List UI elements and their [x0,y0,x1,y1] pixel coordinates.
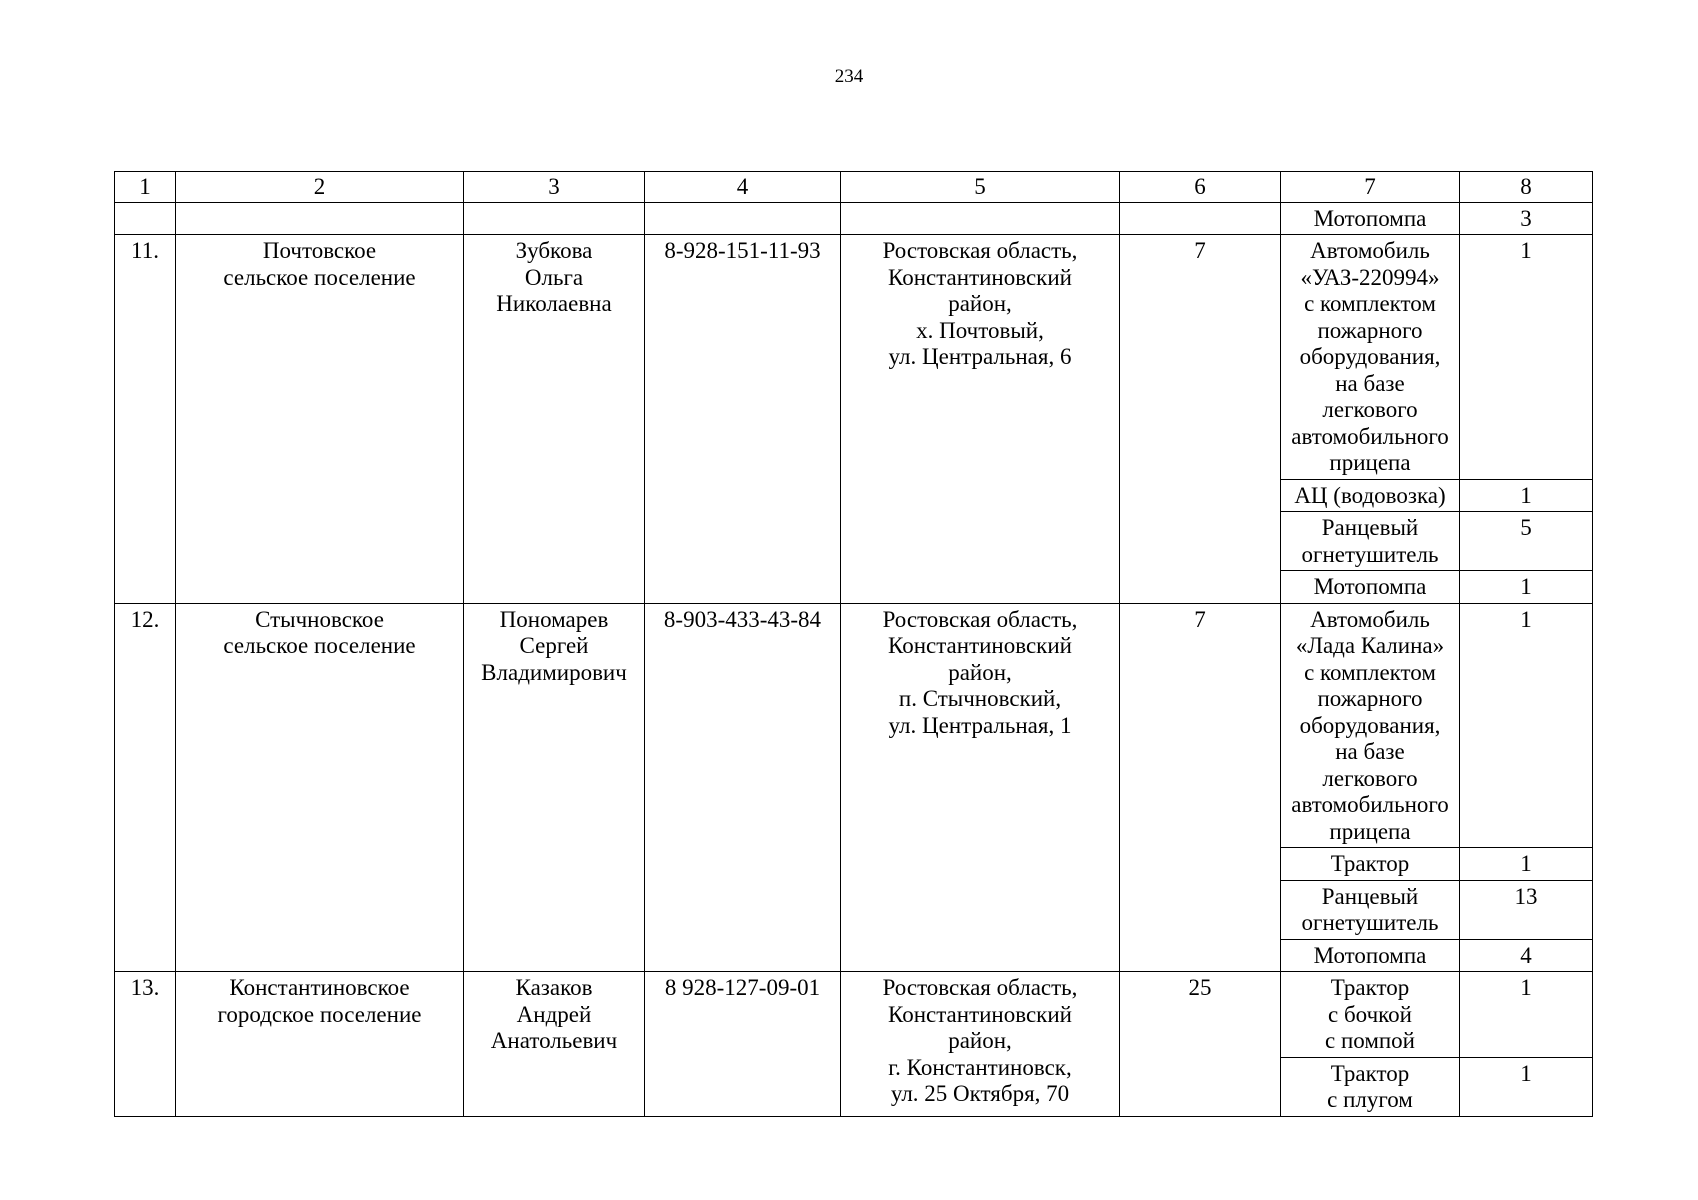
empty-cell [645,202,841,235]
column-number: 8 [1460,172,1593,203]
equipment-name: Трактор с бочкой с помпой [1281,972,1460,1058]
table-row [115,235,1593,480]
empty-cell [115,202,176,235]
equipment-table [114,171,1593,1117]
empty-cell [841,202,1120,235]
equipment-quantity: 1 [1460,479,1593,512]
column-number: 7 [1281,172,1460,203]
head-name: Пономарев Сергей Владимирович [464,603,645,972]
equipment-quantity: 1 [1460,571,1593,604]
settlement-name: Константиновское городское поселение [176,972,464,1117]
empty-cell [176,202,464,235]
table-row [115,972,1593,1058]
people-count: 25 [1120,972,1281,1117]
empty-cell [464,202,645,235]
equipment-name: Мотопомпа [1281,571,1460,604]
phone-number: 8-903-433-43-84 [645,603,841,972]
people-count: 7 [1120,603,1281,972]
column-number: 3 [464,172,645,203]
equipment-name: Трактор с плугом [1281,1057,1460,1116]
equipment-name: Трактор [1281,848,1460,881]
address: Ростовская область, Константиновский район, п. Стычновский, ул. Центральная, 1 [841,603,1120,972]
address: Ростовская область, Константиновский район, х. Почтовый, ул. Центральная, 6 [841,235,1120,604]
row-number: 11. [115,235,176,604]
equipment-quantity: 1 [1460,1057,1593,1116]
address: Ростовская область, Константиновский район, г. Константиновск, ул. 25 Октября, 70 [841,972,1120,1117]
column-number: 4 [645,172,841,203]
settlement-name: Стычновское сельское поселение [176,603,464,972]
row-number: 13. [115,972,176,1117]
phone-number: 8 928-127-09-01 [645,972,841,1117]
table-row [115,603,1593,848]
empty-cell [1120,202,1281,235]
column-number: 6 [1120,172,1281,203]
equipment-quantity: 1 [1460,972,1593,1058]
equipment-name: Автомобиль «Лада Калина» с комплектом пожарного оборудования, на базе легкового автомобильного прицепа [1281,603,1460,848]
page-number: 234 [834,66,864,87]
equipment-quantity: 3 [1460,202,1593,235]
settlement-name: Почтовское сельское поселение [176,235,464,604]
equipment-name: Ранцевый огнетушитель [1281,512,1460,571]
equipment-quantity: 1 [1460,235,1593,480]
head-name: Зубкова Ольга Николаевна [464,235,645,604]
equipment-quantity: 1 [1460,603,1593,848]
column-number: 1 [115,172,176,203]
equipment-name: Ранцевый огнетушитель [1281,880,1460,939]
equipment-quantity: 5 [1460,512,1593,571]
equipment-name: АЦ (водовозка) [1281,479,1460,512]
equipment-quantity: 1 [1460,848,1593,881]
column-number: 2 [176,172,464,203]
equipment-quantity: 4 [1460,939,1593,972]
head-name: Казаков Андрей Анатольевич [464,972,645,1117]
phone-number: 8-928-151-11-93 [645,235,841,604]
row-number: 12. [115,603,176,972]
continuation-row [115,202,1593,235]
equipment-quantity: 13 [1460,880,1593,939]
equipment-name: Мотопомпа [1281,939,1460,972]
equipment-name: Мотопомпа [1281,202,1460,235]
column-number: 5 [841,172,1120,203]
people-count: 7 [1120,235,1281,604]
column-number-row [115,172,1593,203]
equipment-name: Автомобиль «УАЗ-220994» с комплектом пожарного оборудования, на базе легкового автомобильного прицепа [1281,235,1460,480]
